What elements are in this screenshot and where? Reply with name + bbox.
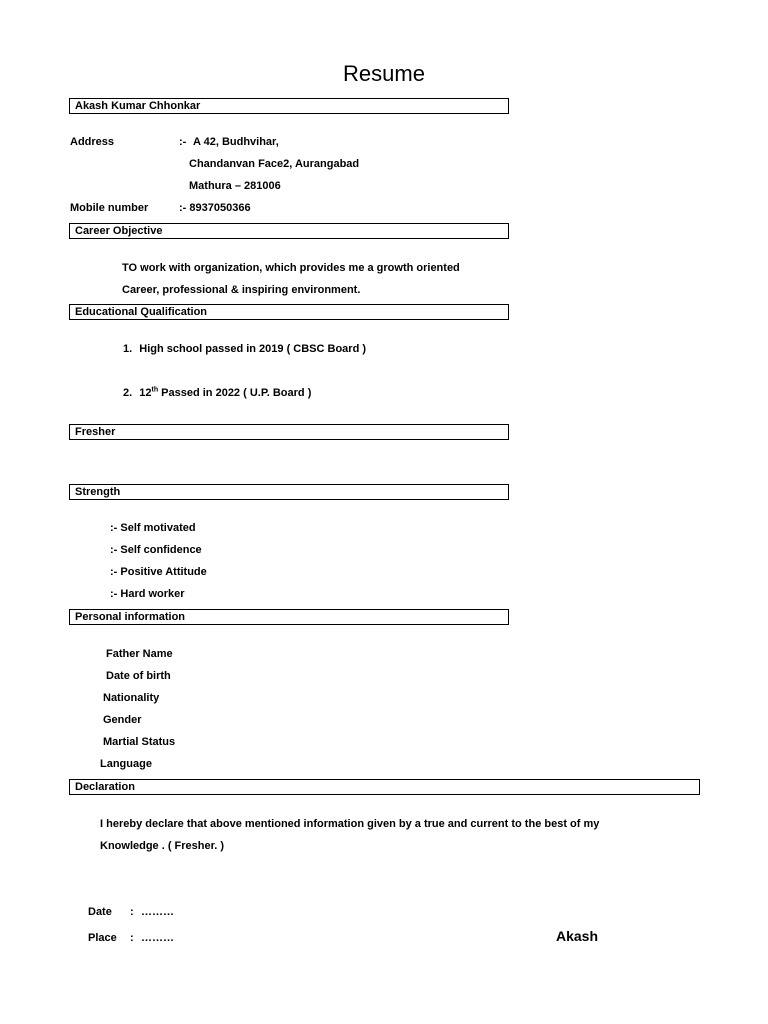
education-item-2-number: 2. [123,387,133,399]
date-value: ……… [141,906,174,918]
mobile-label: Mobile number [70,202,149,214]
mobile-value: :- 8937050366 [179,202,251,214]
field-martial-status: Martial Status [103,736,176,748]
place-separator: : [130,932,134,944]
education-item-2-text [139,387,311,399]
field-nationality: Nationality [103,692,160,704]
career-objective-heading: Career Objective [69,223,509,239]
declaration-line-2: Knowledge . ( Fresher. ) [100,840,225,852]
education-heading: Educational Qualification [69,304,509,320]
career-line-1: TO work with organization, which provides me a growth oriented [122,262,460,274]
address-separator: :- [179,136,187,148]
education-item-2-superscript: th [151,386,159,394]
strength-heading: Strength [69,484,509,500]
place-value: ……… [141,932,174,944]
fresher-heading: Fresher [69,424,509,440]
education-item-1 [123,342,366,356]
address-line-3: Mathura – 281006 [189,180,281,192]
field-father-name: Father Name [106,648,173,660]
date-separator: : [130,906,134,918]
education-item-2-rest: Passed in 2022 ( U.P. Board ) [158,387,312,399]
signature-name: Akash [556,928,599,944]
name-box: Akash Kumar Chhonkar [69,98,509,114]
strength-item-2: :- Self confidence [110,544,202,556]
address-line-2: Chandanvan Face2, Aurangabad [189,158,360,170]
field-language: Language [100,758,152,770]
field-gender: Gender [103,714,142,726]
personal-info-heading: Personal information [69,609,509,625]
resume-title: Resume [343,61,425,86]
strength-item-1: :- Self motivated [110,522,196,534]
address-line-1: A 42, Budhvihar, [193,136,279,148]
address-label: Address [70,136,115,148]
strength-item-3: :- Positive Attitude [110,566,207,578]
education-item-1-text: High school passed in 2019 ( CBSC Board ) [139,343,367,355]
education-item-2-grade: 12 [139,387,152,399]
date-label: Date [88,906,112,918]
strength-item-4: :- Hard worker [110,588,185,600]
education-item-2 [123,386,311,400]
declaration-line-1: I hereby declare that above mentioned information given by a true and current to the best of my [100,818,600,830]
place-label: Place [88,932,117,944]
field-date-of-birth: Date of birth [106,670,171,682]
career-line-2: Career, professional & inspiring environment. [122,284,361,296]
education-item-1-number: 1. [123,343,133,355]
declaration-heading: Declaration [69,779,700,795]
